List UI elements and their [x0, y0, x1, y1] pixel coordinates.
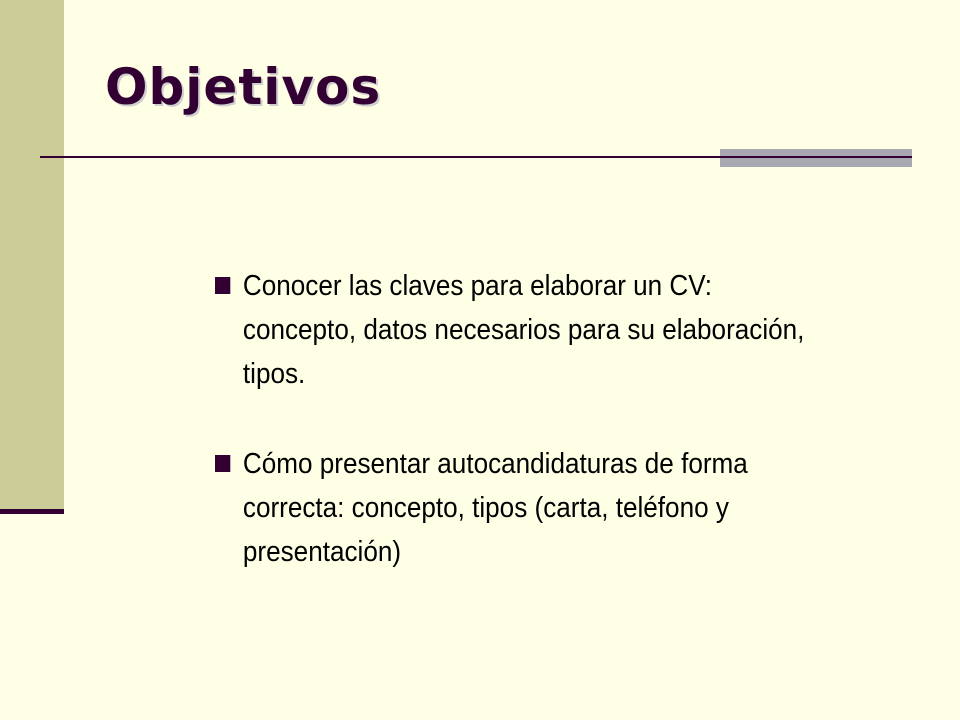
bullet-text: Conocer las claves para elaborar un CV: concepto, datos necesarios para su elaboración, tipos. [242, 270, 805, 390]
bullet-text: Cómo presentar autocandidaturas de forma correcta: concepto, tipos (carta, teléfono y presentación) [242, 448, 748, 568]
bullet-item [215, 264, 819, 396]
bullet-list [215, 264, 915, 620]
side-decorative-rule [0, 509, 64, 514]
slide-title: Objetivos [105, 58, 382, 116]
bullet-item [215, 442, 819, 574]
title-underline-accent [720, 149, 912, 167]
side-decorative-band [0, 0, 64, 512]
square-bullet-icon [215, 277, 230, 294]
square-bullet-icon [215, 455, 230, 472]
